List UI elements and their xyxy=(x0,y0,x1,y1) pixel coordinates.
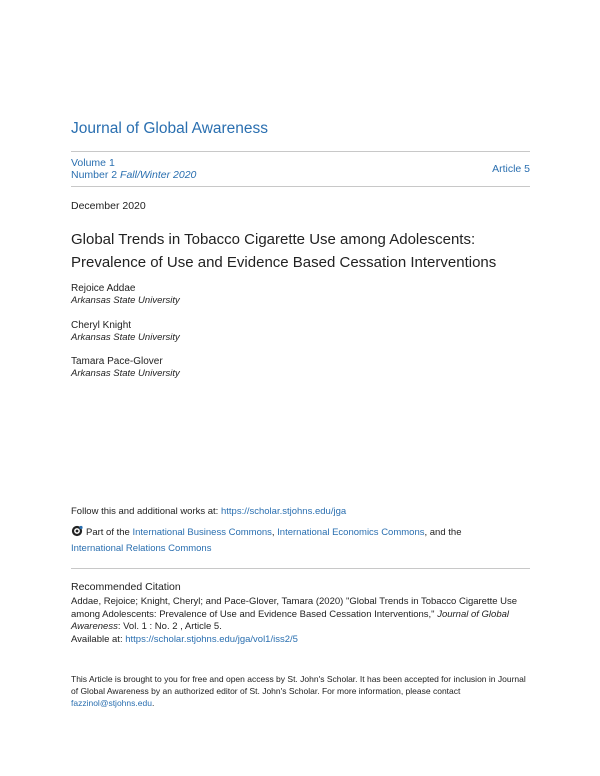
citation-text xyxy=(71,596,533,646)
separator: , and the xyxy=(424,527,462,538)
publication-date: December 2020 xyxy=(71,200,146,212)
citation-body: Addae, Rejoice; Knight, Cheryl; and Pace-Glover, Tamara (2020) "Global Trends in Tobacco Cigarette Use among Adolescents: Prevalence of Use and Evidence Based Cessation Interventions," xyxy=(71,596,518,620)
journal-title-link[interactable]: Journal of Global Awareness xyxy=(71,120,269,137)
number-label: Number 2 xyxy=(71,169,118,181)
number-link[interactable] xyxy=(71,169,196,181)
footer-notice xyxy=(71,673,533,709)
author-name: Rejoice Addae xyxy=(71,283,136,294)
commons-link-relations[interactable]: International Relations Commons xyxy=(71,543,212,554)
network-icon xyxy=(71,525,83,537)
follow-text: Follow this and additional works at: xyxy=(71,506,221,517)
author-block xyxy=(71,283,180,307)
available-link[interactable]: https://scholar.stjohns.edu/jga/vol1/iss2/5 xyxy=(125,633,298,645)
part-of-prefix: Part of the xyxy=(86,527,133,538)
commons-link-economics[interactable]: International Economics Commons xyxy=(277,527,425,538)
author-name: Tamara Pace-Glover xyxy=(71,356,163,367)
footer-end: . xyxy=(151,698,155,708)
separator: , xyxy=(271,527,278,538)
volume-link[interactable]: Volume 1 xyxy=(71,157,115,169)
author-block xyxy=(71,320,180,344)
article-title: Global Trends in Tobacco Cigarette Use among Adolescents: Prevalence of Use and Evidence Based Cessation Interventions xyxy=(71,231,497,271)
divider xyxy=(71,568,530,569)
author-block xyxy=(71,356,180,380)
follow-line xyxy=(71,506,346,517)
citation-journal: Journal of Global Awareness xyxy=(71,608,510,632)
author-name: Cheryl Knight xyxy=(71,320,132,331)
commons-link-business[interactable]: International Business Commons xyxy=(132,527,272,538)
contact-email-link[interactable]: fazzinol@stjohns.edu xyxy=(71,698,152,708)
citation-volume: : Vol. 1 : No. 2 , Article 5. xyxy=(117,621,222,632)
divider xyxy=(71,151,530,152)
recommended-citation-heading: Recommended Citation xyxy=(71,581,181,593)
follow-link[interactable]: https://scholar.stjohns.edu/jga xyxy=(220,506,347,517)
footer-text: This Article is brought to you for free and open access by St. John's Scholar. It has been accepted for inclusion in Journal of Global Awareness by an authorized editor of St. John's Scholar. For more information, please contact xyxy=(71,674,526,696)
volume-info xyxy=(71,157,196,181)
available-label: Available at: xyxy=(71,633,126,645)
author-affiliation: Arkansas State University xyxy=(71,332,180,343)
article-number-link[interactable]: Article 5 xyxy=(492,163,530,175)
author-affiliation: Arkansas State University xyxy=(71,368,180,379)
issue-label: Fall/Winter 2020 xyxy=(120,169,197,181)
part-of-line xyxy=(71,525,531,557)
author-affiliation: Arkansas State University xyxy=(71,295,180,306)
divider xyxy=(71,186,530,187)
